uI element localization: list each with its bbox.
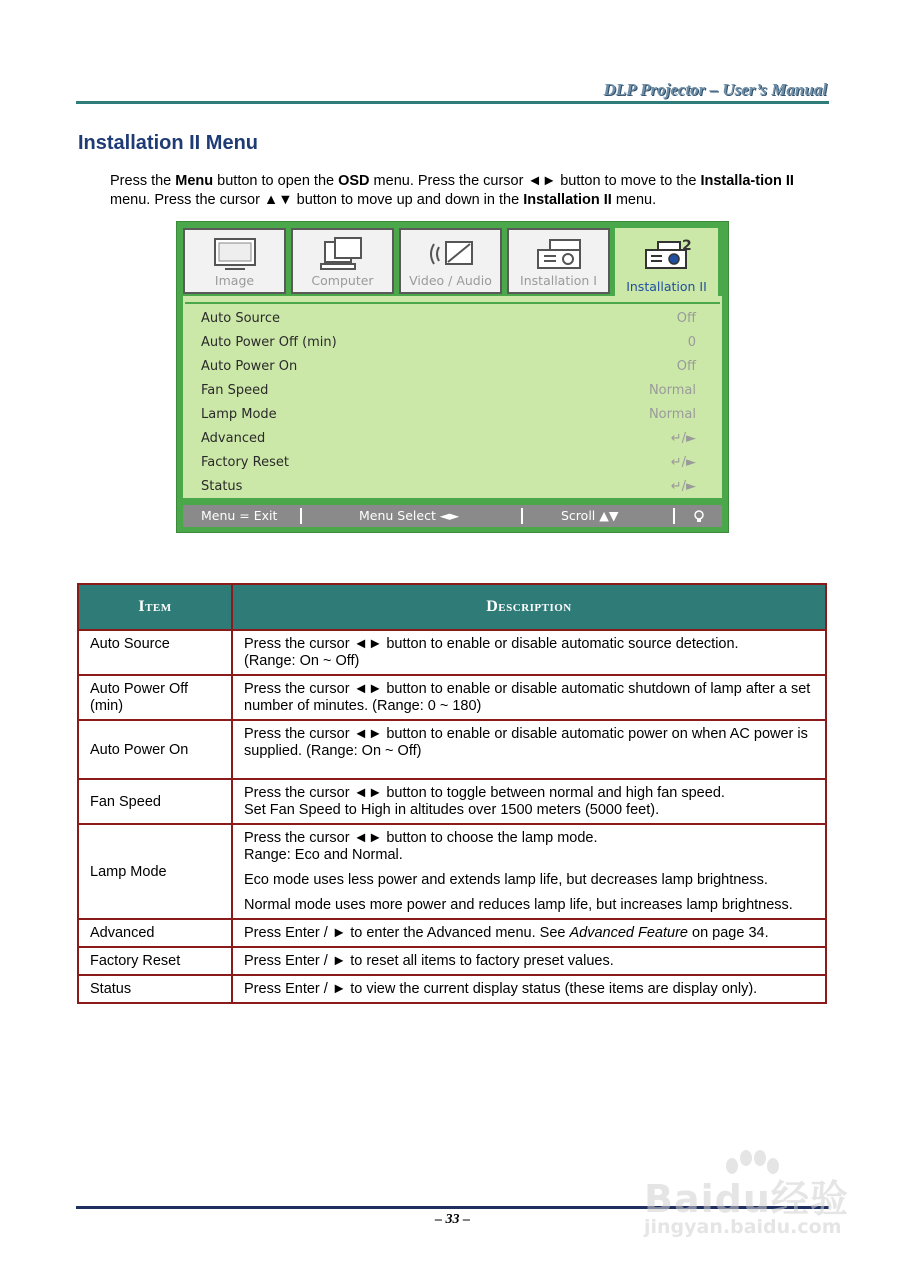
item-cell: Auto Power Off (min) <box>78 675 232 720</box>
table-row <box>78 675 826 720</box>
divider <box>300 508 302 524</box>
item-cell: Fan Speed <box>78 779 232 824</box>
description-cell: Press the cursor ◄► button to enable or disable automatic source detection. (Range: On ~ Off) <box>232 630 826 675</box>
svg-text:2: 2 <box>681 238 692 254</box>
divider <box>673 508 675 524</box>
watermark-brand: Baidu经验 <box>644 1177 849 1221</box>
osd-exit-hint: Menu = Exit <box>201 508 278 523</box>
osd-menu-screenshot <box>176 221 729 533</box>
column-header-description: Description <box>232 584 826 630</box>
cross-reference: Advanced Feature <box>569 925 688 941</box>
item-cell: Status <box>78 975 232 1003</box>
baidu-watermark <box>640 1150 855 1250</box>
page-number: – 33 – <box>435 1212 470 1227</box>
osd-row-auto-power-off[interactable]: Auto Power Off (min) 0 <box>201 335 696 350</box>
description-cell: Press Enter / ► to enter the Advanced menu. See Advanced Feature on page 34. <box>232 919 826 947</box>
running-header: DLP Projector – User’s Manual <box>603 80 827 99</box>
table-row <box>78 824 826 919</box>
table-row <box>78 630 826 675</box>
osd-tab-label: Video / Audio <box>409 273 492 288</box>
osd-tab-installation-ii[interactable] <box>615 228 718 300</box>
divider <box>521 508 523 524</box>
table-header-row <box>78 584 826 630</box>
osd-row-auto-power-on[interactable]: Auto Power On Off <box>201 359 696 374</box>
osd-tab-computer[interactable] <box>291 228 394 294</box>
column-header-item: Item <box>78 584 232 630</box>
osd-tab-installation-i[interactable] <box>507 228 610 294</box>
section-title: Installation II Menu <box>78 132 259 154</box>
description-cell: Press Enter / ► to reset all items to factory preset values. <box>232 947 826 975</box>
table-row <box>78 919 826 947</box>
osd-tab-label: Image <box>214 273 255 288</box>
osd-row-advanced[interactable]: Advanced ↵/► <box>201 431 696 446</box>
osd-select-hint: Menu Select ◄► <box>359 508 460 523</box>
osd-tab-image[interactable] <box>183 228 286 294</box>
osd-row-status[interactable]: Status ↵/► <box>201 479 696 494</box>
osd-tab-label: Installation I <box>520 273 597 288</box>
description-table <box>77 583 827 1004</box>
video-audio-icon <box>424 236 478 274</box>
table-row <box>78 779 826 824</box>
description-cell: Press the cursor ◄► button to toggle between normal and high fan speed. Set Fan Speed to High in altitudes over 1500 meters (5000 feet). <box>232 779 826 824</box>
lamp-icon <box>692 509 706 523</box>
osd-tab-label: Installation II <box>626 279 707 294</box>
projector-icon <box>532 236 586 274</box>
osd-row-auto-source[interactable]: Auto Source Off <box>201 311 696 326</box>
osd-scroll-hint: Scroll ▲▼ <box>561 508 619 523</box>
osd-menu-panel <box>183 296 722 498</box>
item-cell: Advanced <box>78 919 232 947</box>
osd-row-lamp-mode[interactable]: Lamp Mode Normal <box>201 407 696 422</box>
item-cell: Auto Source <box>78 630 232 675</box>
osd-status-bar <box>183 505 722 527</box>
osd-tab-label: Computer <box>311 273 374 288</box>
table-row <box>78 720 826 779</box>
watermark-url: jingyan.baidu.com <box>644 1216 842 1238</box>
description-cell: Press the cursor ◄► button to choose the lamp mode. Range: Eco and Normal. Eco mode uses less power and extends lamp life, but decreases lamp brightness. Normal mode uses more power and reduces lamp life, but increases lamp brightness. <box>232 824 826 919</box>
projector-settings-icon <box>640 236 694 274</box>
description-cell: Press the cursor ◄► button to enable or disable automatic power on when AC power is supplied. (Range: On ~ Off) <box>232 720 826 779</box>
osd-tab-video-audio[interactable] <box>399 228 502 294</box>
table-row <box>78 975 826 1003</box>
item-cell: Factory Reset <box>78 947 232 975</box>
table-row <box>78 947 826 975</box>
header-rule <box>76 101 829 104</box>
osd-row-factory-reset[interactable]: Factory Reset ↵/► <box>201 455 696 470</box>
computer-icon <box>317 236 369 274</box>
intro-paragraph: Press the Menu button to open the OSD menu. Press the cursor ◄► button to move to the Installa-tion II menu. Press the cursor ▲▼ button to move up and down in the Installation II menu. <box>110 173 794 208</box>
description-cell: Press Enter / ► to view the current display status (these items are display only). <box>232 975 826 1003</box>
monitor-icon <box>211 236 259 272</box>
description-cell: Press the cursor ◄► button to enable or disable automatic shutdown of lamp after a set number of minutes. (Range: 0 ~ 180) <box>232 675 826 720</box>
item-cell: Lamp Mode <box>78 824 232 919</box>
osd-row-fan-speed[interactable]: Fan Speed Normal <box>201 383 696 398</box>
item-cell: Auto Power On <box>78 720 232 779</box>
